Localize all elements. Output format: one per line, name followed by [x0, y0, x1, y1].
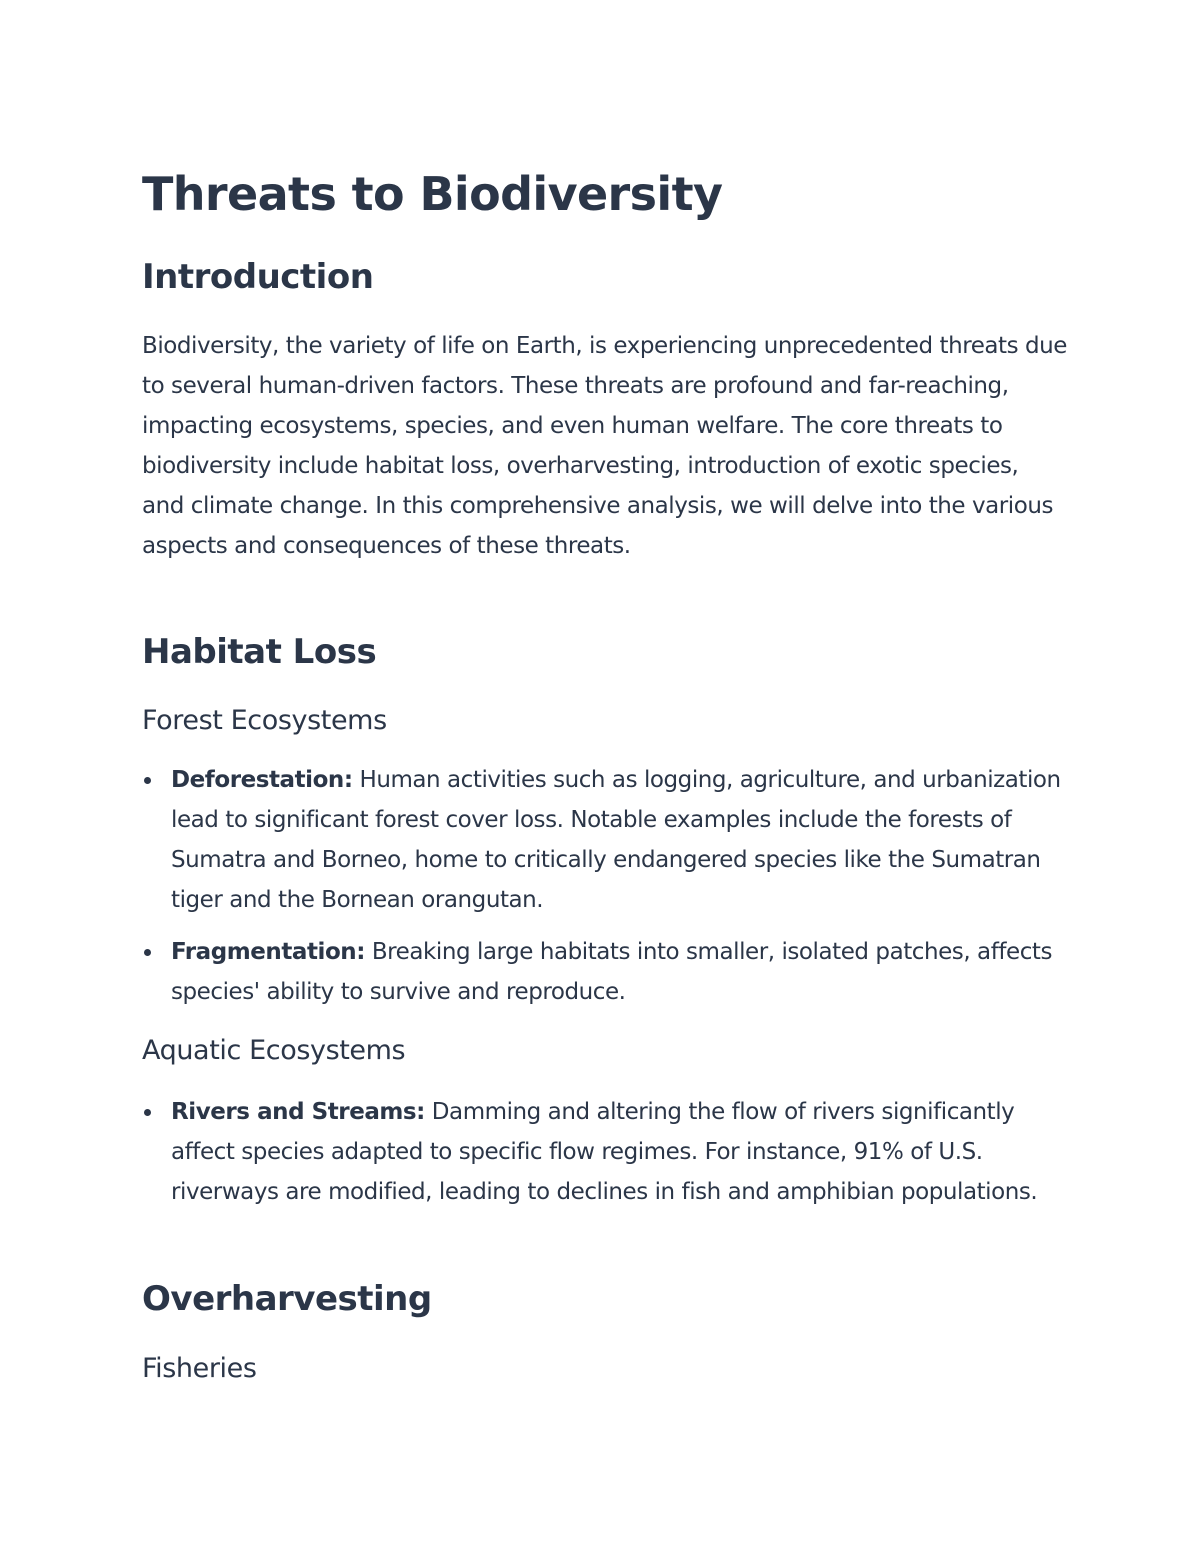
bullet-icon	[144, 777, 151, 784]
aquatic-ecosystems-list	[142, 1092, 1062, 1224]
subheading-aquatic-ecosystems: Aquatic Ecosystems	[142, 1035, 406, 1066]
section-heading-introduction: Introduction	[142, 257, 374, 297]
subheading-forest-ecosystems: Forest Ecosystems	[142, 705, 387, 736]
list-item-term: Deforestation:	[171, 767, 353, 793]
list-item-term: Fragmentation:	[171, 939, 365, 965]
list-item-text: Damming and altering the flow of rivers significantly affect species adapted to specific flow regimes. For instance, 91% of U.S. riverways are modified, leading to declines in fish and amphibian populations.	[171, 1099, 1038, 1205]
list-item	[142, 760, 1062, 920]
section-heading-overharvesting: Overharvesting	[142, 1279, 432, 1319]
list-item-text: Human activities such as logging, agriculture, and urbanization lead to significant forest cover loss. Notable examples include the forests of Sumatra and Borneo, home to critically endangered species like the Sumatran tiger and the Bornean orangutan.	[171, 767, 1061, 913]
section-heading-habitat-loss: Habitat Loss	[142, 632, 377, 672]
page-title: Threats to Biodiversity	[142, 167, 723, 221]
bullet-icon	[144, 949, 151, 956]
list-item	[142, 932, 1062, 1012]
list-item-term: Rivers and Streams:	[171, 1099, 425, 1125]
bullet-icon	[144, 1109, 151, 1116]
introduction-paragraph: Biodiversity, the variety of life on Earth, is experiencing unprecedented threats due to several human-driven factors. These threats are profound and far-reaching, impacting ecosystems, species, and even human welfare. The core threats to biodiversity include habitat loss, overharvesting, introduction of exotic species, and climate change. In this comprehensive analysis, we will delve into the various aspects and consequences of these threats.	[142, 333, 1067, 559]
list-item-text: Breaking large habitats into smaller, isolated patches, affects species' ability to survive and reproduce.	[171, 939, 1052, 1005]
list-item	[142, 1092, 1062, 1212]
forest-ecosystems-list	[142, 760, 1062, 1024]
subheading-fisheries: Fisheries	[142, 1353, 257, 1384]
